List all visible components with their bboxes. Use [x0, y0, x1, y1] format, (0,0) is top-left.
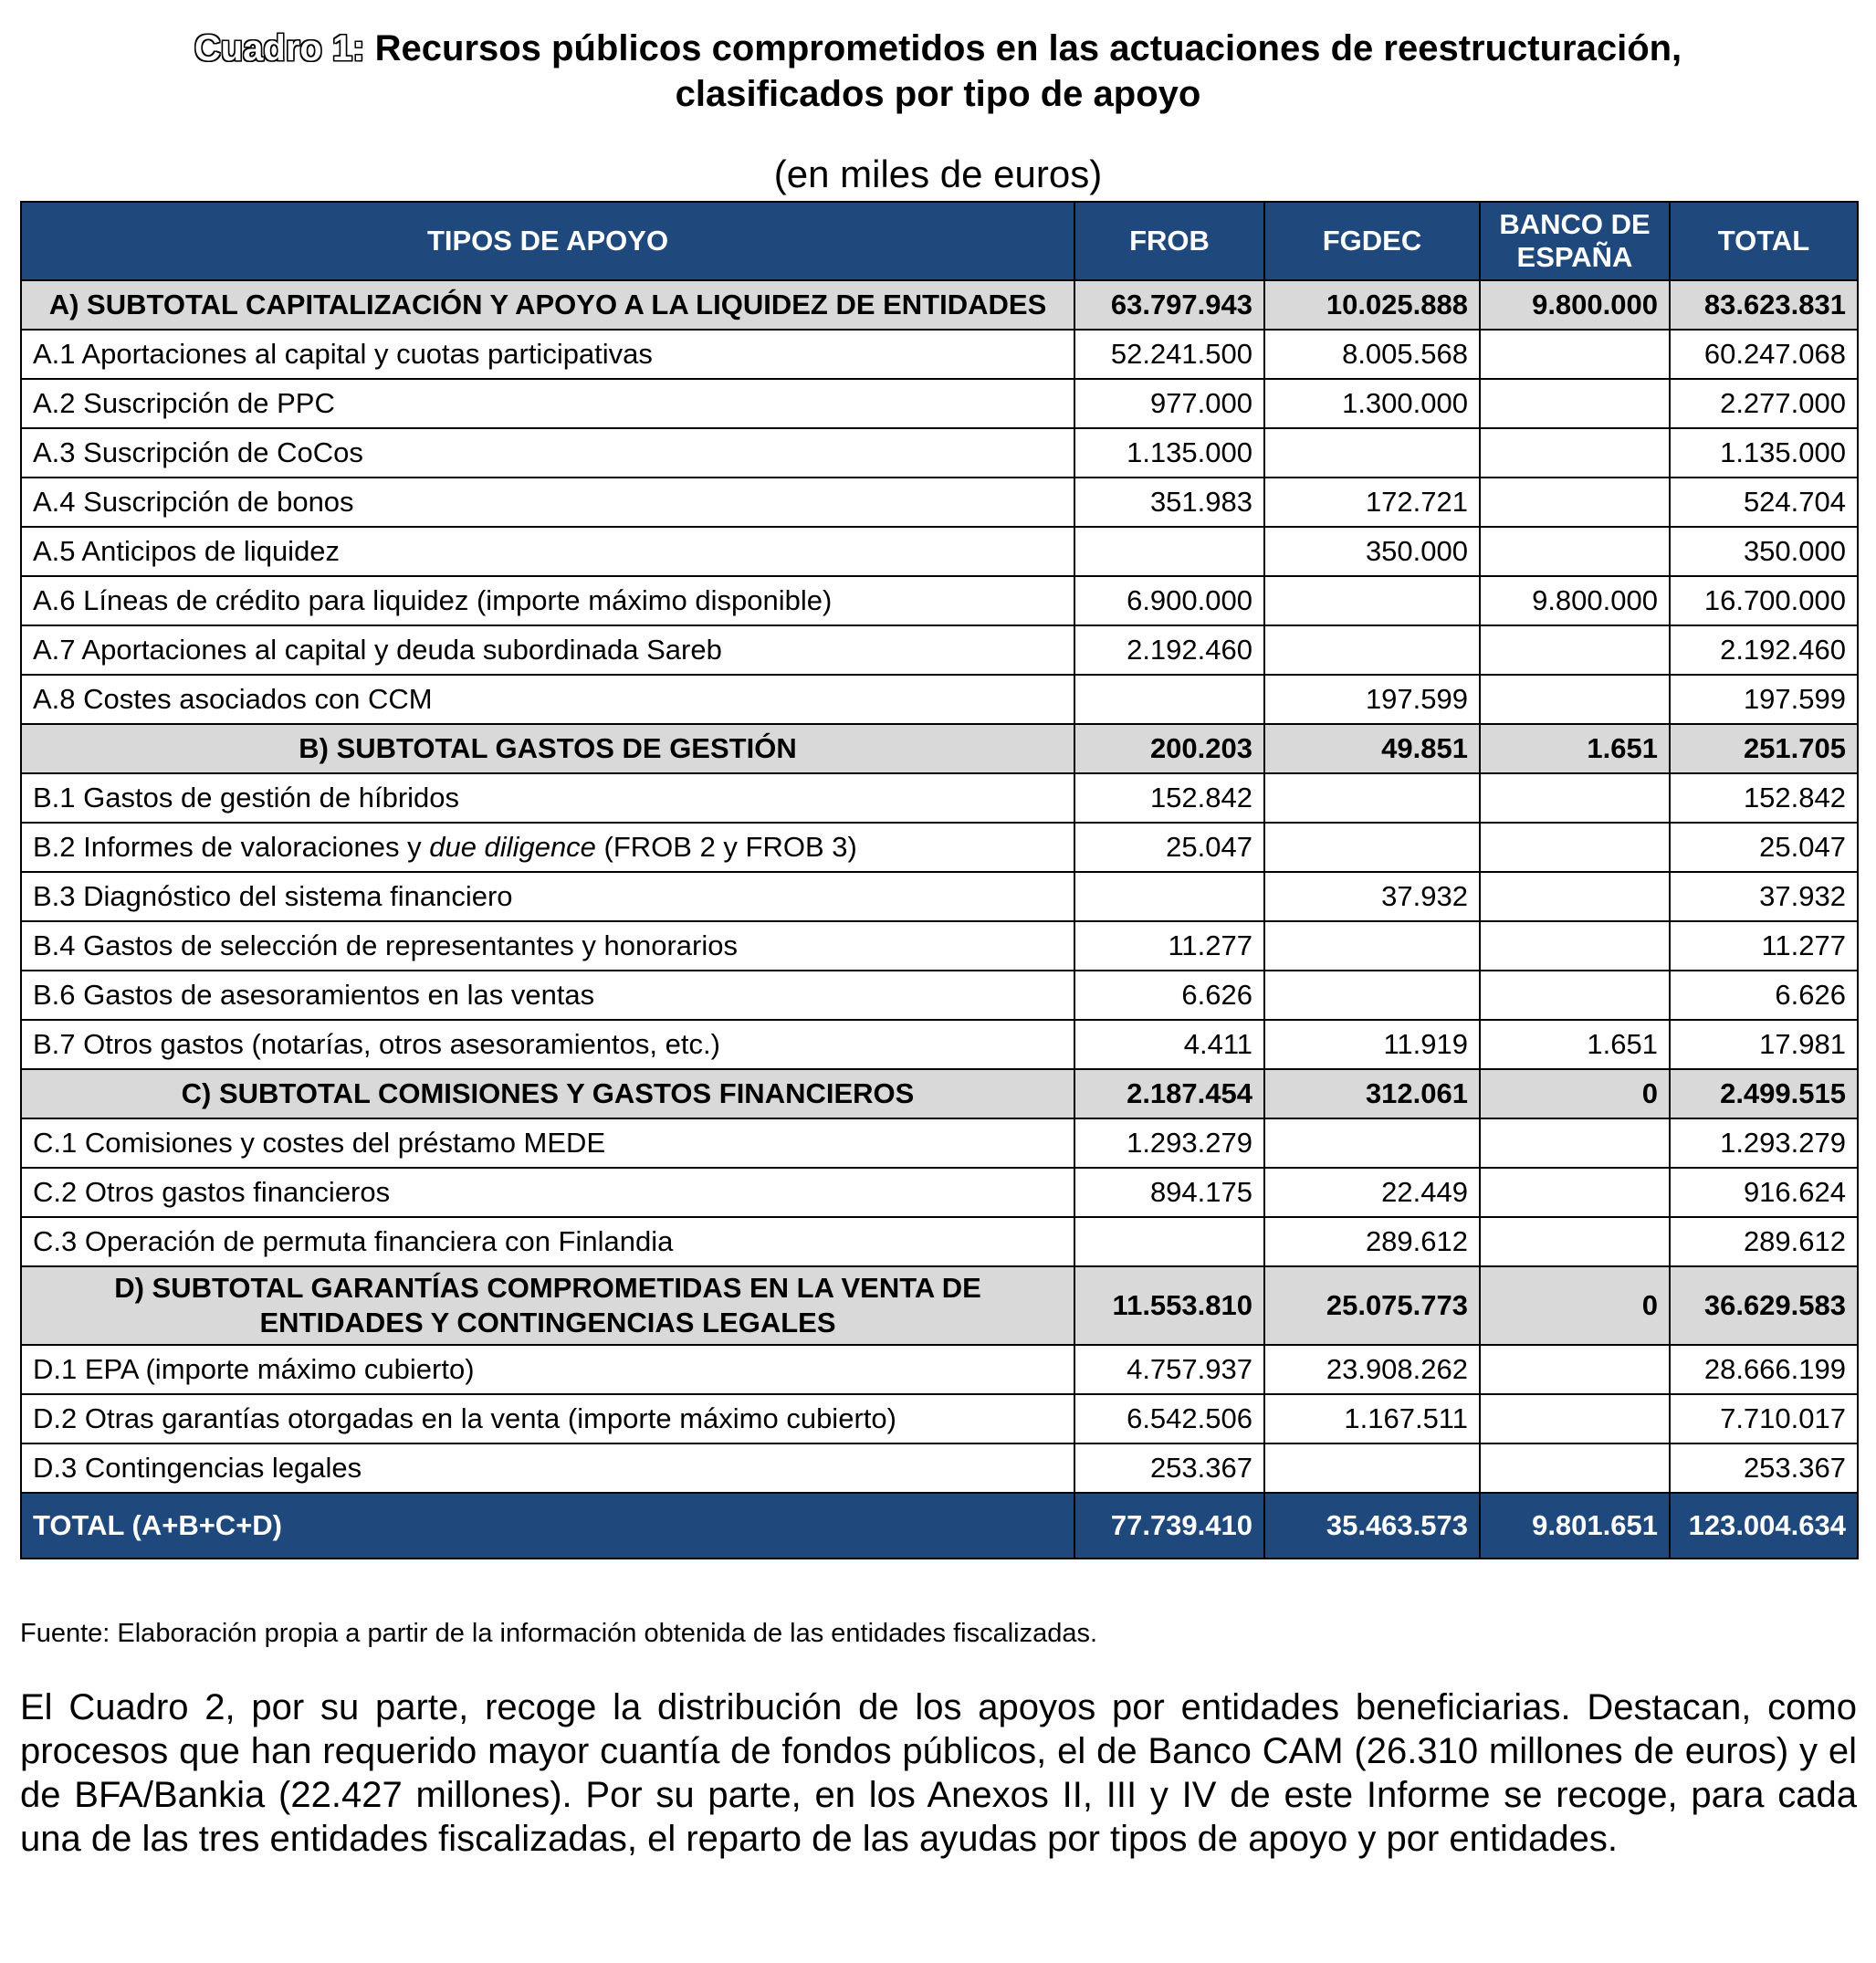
table-body: [21, 280, 1858, 1559]
table-row: [21, 576, 1858, 625]
cell-total: 37.932: [1670, 872, 1858, 921]
cell-banco-espana: [1480, 921, 1670, 971]
cell-fgdec: 10.025.888: [1264, 280, 1480, 330]
cell-fgdec: [1264, 971, 1480, 1020]
cell-frob: 1.293.279: [1074, 1118, 1264, 1168]
cell-frob: 4.757.937: [1074, 1345, 1264, 1394]
cell-total: 251.705: [1670, 724, 1858, 773]
cell-banco-espana: [1480, 379, 1670, 428]
table-row: [21, 1217, 1858, 1266]
row-label: C.2 Otros gastos financieros: [21, 1168, 1074, 1217]
table-row: [21, 823, 1858, 872]
cell-total: 17.981: [1670, 1020, 1858, 1069]
row-label: A.4 Suscripción de bonos: [21, 478, 1074, 527]
total-row: [21, 1493, 1858, 1559]
body-paragraph: El Cuadro 2, por su parte, recoge la distribución de los apoyos por entidades beneficiarias. Destacan, como procesos que han requerido mayor cuantía de fondos públicos, el de Banco CAM (26.310 millones de euros) y el de BFA/Bankia (22.427 millones). Por su parte, en los Anexos II, III y IV de este Informe se recoge, para cada una de las tres entidades fiscalizadas, el reparto de las ayudas por tipos de apoyo y por entidades.: [20, 1687, 1857, 1859]
cell-banco-espana: [1480, 1345, 1670, 1394]
cell-banco-espana: [1480, 1394, 1670, 1443]
table-header-row: [21, 202, 1858, 280]
cell-frob: 351.983: [1074, 478, 1264, 527]
cell-total: 289.612: [1670, 1217, 1858, 1266]
cell-total: 6.626: [1670, 971, 1858, 1020]
cell-frob: 200.203: [1074, 724, 1264, 773]
cell-frob: 6.542.506: [1074, 1394, 1264, 1443]
cell-total: 2.192.460: [1670, 625, 1858, 675]
row-label: D.2 Otras garantías otorgadas en la venta (importe máximo cubierto): [21, 1394, 1074, 1443]
title-text: Recursos públicos comprometidos en las actuaciones de reestructuración,: [374, 28, 1682, 68]
header-tipos: TIPOS DE APOYO: [21, 202, 1074, 280]
cell-frob: 152.842: [1074, 773, 1264, 823]
row-label: [21, 823, 1074, 872]
row-label: D.3 Contingencias legales: [21, 1443, 1074, 1493]
cell-fgdec: 172.721: [1264, 478, 1480, 527]
table-row: [21, 1020, 1858, 1069]
row-label: C.1 Comisiones y costes del préstamo MEDE: [21, 1118, 1074, 1168]
cell-banco-espana: [1480, 675, 1670, 724]
cell-fgdec: 1.300.000: [1264, 379, 1480, 428]
source-note: Fuente: Elaboración propia a partir de la información obtenida de las entidades fiscalizadas.: [20, 1619, 1098, 1648]
cell-total: 36.629.583: [1670, 1266, 1858, 1345]
cell-frob: 2.187.454: [1074, 1069, 1264, 1118]
cell-total: 916.624: [1670, 1168, 1858, 1217]
cell-banco-espana: [1480, 330, 1670, 379]
cell-frob: 894.175: [1074, 1168, 1264, 1217]
cell-frob: 52.241.500: [1074, 330, 1264, 379]
row-label: B.4 Gastos de selección de representantes y honorarios: [21, 921, 1074, 971]
table-row: [21, 428, 1858, 478]
row-label: A.7 Aportaciones al capital y deuda subordinada Sareb: [21, 625, 1074, 675]
cell-banco-espana: 0: [1480, 1069, 1670, 1118]
cell-fgdec: [1264, 1443, 1480, 1493]
cell-banco-espana: [1480, 428, 1670, 478]
cell-banco-espana: [1480, 773, 1670, 823]
row-label: A) SUBTOTAL CAPITALIZACIÓN Y APOYO A LA LIQUIDEZ DE ENTIDADES: [21, 280, 1074, 330]
cell-fgdec: 22.449: [1264, 1168, 1480, 1217]
cell-frob: [1074, 527, 1264, 576]
table-row: [21, 1345, 1858, 1394]
cell-banco-espana: [1480, 823, 1670, 872]
table-row: [21, 1394, 1858, 1443]
table-row: [21, 971, 1858, 1020]
row-label: C) SUBTOTAL COMISIONES Y GASTOS FINANCIEROS: [21, 1069, 1074, 1118]
cell-banco-espana: [1480, 625, 1670, 675]
header-fgdec: FGDEC: [1264, 202, 1480, 280]
cell-fgdec: [1264, 428, 1480, 478]
table-row: [21, 872, 1858, 921]
row-label: B.1 Gastos de gestión de híbridos: [21, 773, 1074, 823]
cell-fgdec: 49.851: [1264, 724, 1480, 773]
table-row: [21, 675, 1858, 724]
row-label: B.7 Otros gastos (notarías, otros asesoramientos, etc.): [21, 1020, 1074, 1069]
cell-frob: 11.277: [1074, 921, 1264, 971]
cell-total: 2.277.000: [1670, 379, 1858, 428]
cell-banco-espana: [1480, 971, 1670, 1020]
row-label: A.1 Aportaciones al capital y cuotas participativas: [21, 330, 1074, 379]
cell-fgdec: 289.612: [1264, 1217, 1480, 1266]
cell-frob: 11.553.810: [1074, 1266, 1264, 1345]
table-row: [21, 921, 1858, 971]
title-text-line2: clasificados por tipo de apoyo: [675, 74, 1201, 114]
cell-fgdec: 35.463.573: [1264, 1493, 1480, 1559]
cell-banco-espana: 9.800.000: [1480, 280, 1670, 330]
subtotal-row: [21, 1266, 1858, 1345]
cell-frob: [1074, 1217, 1264, 1266]
row-label: A.5 Anticipos de liquidez: [21, 527, 1074, 576]
header-frob: FROB: [1074, 202, 1264, 280]
cell-frob: 77.739.410: [1074, 1493, 1264, 1559]
cell-banco-espana: [1480, 1168, 1670, 1217]
cell-total: 524.704: [1670, 478, 1858, 527]
row-label: A.3 Suscripción de CoCos: [21, 428, 1074, 478]
cell-total: 152.842: [1670, 773, 1858, 823]
cell-frob: 1.135.000: [1074, 428, 1264, 478]
cell-banco-espana: [1480, 1443, 1670, 1493]
row-label-part: B.2 Informes de valoraciones y: [33, 831, 430, 863]
table-title: [0, 26, 1876, 117]
cell-frob: 4.411: [1074, 1020, 1264, 1069]
cell-banco-espana: [1480, 1118, 1670, 1168]
table-row: [21, 527, 1858, 576]
subtotal-row: [21, 1069, 1858, 1118]
cell-total: 1.293.279: [1670, 1118, 1858, 1168]
subtotal-row: [21, 280, 1858, 330]
units-note: (en miles de euros): [773, 152, 1103, 195]
cell-total: 2.499.515: [1670, 1069, 1858, 1118]
row-label: A.2 Suscripción de PPC: [21, 379, 1074, 428]
cell-total: 1.135.000: [1670, 428, 1858, 478]
cell-banco-espana: 1.651: [1480, 724, 1670, 773]
cell-frob: [1074, 872, 1264, 921]
cell-total: 25.047: [1670, 823, 1858, 872]
cell-total: 16.700.000: [1670, 576, 1858, 625]
cell-total: 83.623.831: [1670, 280, 1858, 330]
cell-frob: 6.626: [1074, 971, 1264, 1020]
cell-fgdec: [1264, 576, 1480, 625]
cell-fgdec: 37.932: [1264, 872, 1480, 921]
row-label: B) SUBTOTAL GASTOS DE GESTIÓN: [21, 724, 1074, 773]
cell-fgdec: 197.599: [1264, 675, 1480, 724]
cell-banco-espana: 0: [1480, 1266, 1670, 1345]
cell-banco-espana: [1480, 527, 1670, 576]
cell-fgdec: [1264, 921, 1480, 971]
table-row: [21, 478, 1858, 527]
cell-banco-espana: 9.800.000: [1480, 576, 1670, 625]
cell-fgdec: [1264, 823, 1480, 872]
cell-fgdec: 8.005.568: [1264, 330, 1480, 379]
row-label: B.6 Gastos de asesoramientos en las ventas: [21, 971, 1074, 1020]
table-row: [21, 1168, 1858, 1217]
cell-total: 7.710.017: [1670, 1394, 1858, 1443]
cell-banco-espana: [1480, 872, 1670, 921]
cell-frob: 63.797.943: [1074, 280, 1264, 330]
support-table: [20, 201, 1859, 1559]
cell-frob: 25.047: [1074, 823, 1264, 872]
title-lead: Cuadro 1:: [194, 28, 365, 68]
cell-frob: 977.000: [1074, 379, 1264, 428]
cell-fgdec: 312.061: [1264, 1069, 1480, 1118]
header-banco-espana: BANCO DE ESPAÑA: [1480, 202, 1670, 280]
cell-frob: 2.192.460: [1074, 625, 1264, 675]
row-label-part: (FROB 2 y FROB 3): [595, 831, 857, 863]
cell-banco-espana: [1480, 478, 1670, 527]
table-row: [21, 1443, 1858, 1493]
table-row: [21, 379, 1858, 428]
cell-frob: 253.367: [1074, 1443, 1264, 1493]
cell-fgdec: 350.000: [1264, 527, 1480, 576]
cell-fgdec: [1264, 1118, 1480, 1168]
cell-total: 197.599: [1670, 675, 1858, 724]
cell-total: 253.367: [1670, 1443, 1858, 1493]
cell-fgdec: 1.167.511: [1264, 1394, 1480, 1443]
table-row: [21, 1118, 1858, 1168]
header-total: TOTAL: [1670, 202, 1858, 280]
table-row: [21, 773, 1858, 823]
cell-fgdec: [1264, 625, 1480, 675]
table-row: [21, 330, 1858, 379]
cell-banco-espana: [1480, 1217, 1670, 1266]
cell-frob: 6.900.000: [1074, 576, 1264, 625]
row-label: D.1 EPA (importe máximo cubierto): [21, 1345, 1074, 1394]
row-label: B.3 Diagnóstico del sistema financiero: [21, 872, 1074, 921]
cell-fgdec: 23.908.262: [1264, 1345, 1480, 1394]
cell-total: 60.247.068: [1670, 330, 1858, 379]
cell-total: 350.000: [1670, 527, 1858, 576]
row-label: A.8 Costes asociados con CCM: [21, 675, 1074, 724]
cell-fgdec: 11.919: [1264, 1020, 1480, 1069]
row-label: D) SUBTOTAL GARANTÍAS COMPROMETIDAS EN LA VENTA DE ENTIDADES Y CONTINGENCIAS LEGALES: [21, 1266, 1074, 1345]
subtotal-row: [21, 724, 1858, 773]
cell-total: 28.666.199: [1670, 1345, 1858, 1394]
cell-fgdec: 25.075.773: [1264, 1266, 1480, 1345]
cell-total: 11.277: [1670, 921, 1858, 971]
row-label: C.3 Operación de permuta financiera con Finlandia: [21, 1217, 1074, 1266]
row-label: A.6 Líneas de crédito para liquidez (importe máximo disponible): [21, 576, 1074, 625]
row-label-italic: due diligence: [429, 831, 596, 863]
cell-frob: [1074, 675, 1264, 724]
cell-total: 123.004.634: [1670, 1493, 1858, 1559]
cell-fgdec: [1264, 773, 1480, 823]
cell-banco-espana: 1.651: [1480, 1020, 1670, 1069]
cell-banco-espana: 9.801.651: [1480, 1493, 1670, 1559]
table-row: [21, 625, 1858, 675]
row-label: TOTAL (A+B+C+D): [21, 1493, 1074, 1559]
